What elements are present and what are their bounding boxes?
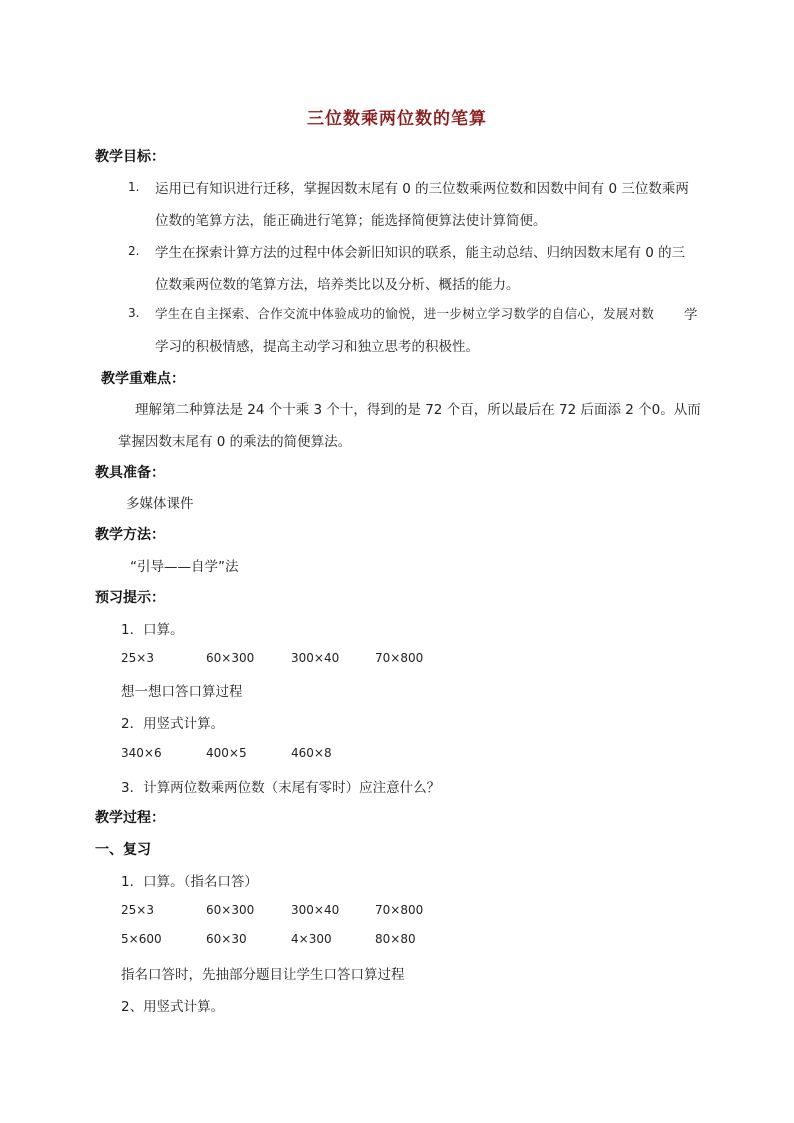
goal-2-line-2: 位数乘两位数的笔算方法，培养类比以及分析、概括的能力。 [155, 277, 520, 293]
review-row-1-expr: 300×40 [291, 903, 340, 917]
method-heading: 教学方法： [95, 527, 165, 543]
preview-think: 想一想口答口算过程 [121, 684, 243, 700]
preview-heading: 预习提示： [95, 590, 165, 606]
preview-item-2: 2．用竖式计算。 [121, 716, 225, 732]
review-item-1: 1．口算。（指名口答） [121, 874, 258, 890]
preview-row-1-expr: 60×300 [206, 651, 255, 665]
review-row-1-expr: 60×300 [206, 903, 255, 917]
goal-3-line-1: 学生在自主探索、合作交流中体验成功的愉悦，进一步树立学习数学的自信心，发展对数 [155, 306, 655, 321]
review-row-2-expr: 60×30 [206, 932, 247, 946]
preview-item-3: 3．计算两位数乘两位数（末尾有零时）应注意什么？ [121, 780, 441, 796]
goal-2-number: 2. [128, 244, 140, 258]
preview-item-1: 1．口算。 [121, 622, 184, 638]
key-points-line-1: 理解第二种算法是 24 个十乘 3 个十，得到的是 72 个百，所以最后在 72 后面添 2 个0。从而 [135, 402, 701, 418]
process-heading: 教学过程： [95, 810, 165, 826]
goal-3-line-1-tail: 学 [684, 307, 698, 323]
tools-text: 多媒体课件 [126, 496, 194, 512]
goal-3-line-2: 学习的积极情感，提高主动学习和独立思考的积极性。 [155, 339, 479, 355]
review-row-2-expr: 80×80 [375, 932, 416, 946]
key-points-heading: 教学重难点： [101, 371, 185, 387]
goal-1-number: 1. [128, 180, 140, 194]
preview-row-2-expr: 400×5 [206, 746, 247, 760]
review-note: 指名口答时，先抽部分题目让学生口答口算过程 [121, 967, 405, 983]
preview-row-2-expr: 460×8 [291, 746, 332, 760]
review-row-1-expr: 70×800 [375, 903, 424, 917]
preview-row-1-expr: 70×800 [375, 651, 424, 665]
tools-heading: 教具准备： [95, 465, 165, 481]
goal-2-line-1: 学生在探索计算方法的过程中体会新旧知识的联系，能主动总结、归纳因数末尾有 0 的三 [155, 245, 686, 261]
review-heading: 一、复习 [95, 842, 151, 858]
preview-row-1-expr: 300×40 [291, 651, 340, 665]
review-row-1-expr: 25×3 [121, 903, 154, 917]
preview-row-2-expr: 340×6 [121, 746, 162, 760]
goal-1-line-1: 运用已有知识进行迁移，掌握因数末尾有 0 的三位数乘两位数和因数中间有 0 三位数乘两 [155, 181, 689, 197]
goals-heading: 教学目标： [95, 149, 165, 165]
goal-3-number: 3. [128, 306, 140, 320]
page-title: 三位数乘两位数的笔算 [307, 109, 487, 129]
review-row-2-expr: 5×600 [121, 932, 162, 946]
review-item-2: 2、用竖式计算。 [121, 999, 225, 1015]
method-text: “引导——自学”法 [130, 559, 239, 575]
review-row-2-expr: 4×300 [291, 932, 332, 946]
key-points-line-2: 掌握因数末尾有 0 的乘法的简便算法。 [118, 434, 352, 450]
goal-1-line-2: 位数的笔算方法，能正确进行笔算；能选择简便算法使计算简便。 [155, 213, 547, 229]
preview-row-1-expr: 25×3 [121, 651, 154, 665]
